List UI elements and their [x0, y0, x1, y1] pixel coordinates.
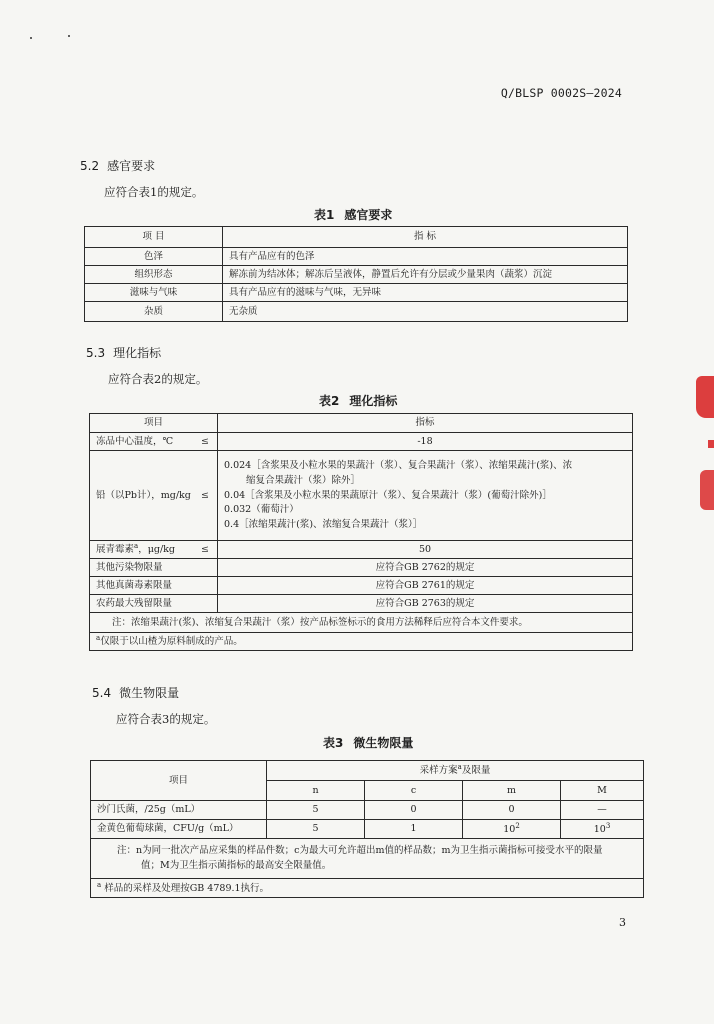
seal-fragment [708, 440, 714, 448]
cell-value [218, 451, 633, 541]
table2-physicochemical [89, 413, 633, 651]
section-number: 5.4 [92, 686, 112, 700]
table-row [85, 266, 628, 284]
m-base: 10 [503, 824, 516, 836]
table-row [91, 801, 644, 820]
table1-caption [314, 206, 392, 223]
cell-M: — [561, 801, 644, 820]
cell-item: 组织形态 [85, 266, 223, 284]
header-item: 项目 [91, 761, 267, 801]
le-sign: ≤ [194, 433, 218, 451]
cell-value: 具有产品应有的滋味与气味，无异味 [223, 284, 628, 302]
table-row [90, 541, 633, 559]
cell-item: 滋味与气味 [85, 284, 223, 302]
section-title: 微生物限量 [119, 686, 180, 700]
table-row [90, 451, 633, 541]
header-M: M [561, 781, 644, 801]
section-title: 感官要求 [107, 159, 156, 173]
section-number: 5.3 [86, 346, 106, 360]
cell-item [90, 541, 194, 559]
table1-title: 感官要求 [344, 208, 393, 222]
le-sign: ≤ [194, 541, 218, 559]
note-line: 注：n为同一批次产品应采集的样品件数；c为最大可允许超出m值的样品数；m为卫生指示菌指标可接受水平的限量 [117, 845, 603, 857]
header-n: n [267, 781, 365, 801]
table2-caption [319, 392, 397, 409]
table-note-row [91, 839, 644, 879]
header-indicator: 指 标 [223, 227, 628, 248]
section-number: 5.2 [80, 159, 100, 173]
lead-line: 0.024［含浆果及小粒水果的果蔬汁（浆）、复合果蔬汁（浆）、浓缩果蔬汁(浆)、浓 [224, 459, 573, 471]
cell-item: 沙门氏菌，/25g（mL） [91, 801, 267, 820]
table1-number: 表1 [314, 208, 335, 222]
table2-note: 注：浓缩果蔬汁(浆)、浓缩复合果蔬汁（浆）按产品标签标示的食用方法稀释后应符合本文件要求。 [90, 613, 633, 633]
cell-item: 农药最大残留限量 [90, 595, 218, 613]
page-number: 3 [619, 916, 626, 929]
footnote-mark: a [457, 763, 462, 772]
M-exponent: 3 [605, 821, 611, 830]
footnote-mark: a [134, 542, 139, 551]
cell-c: 1 [365, 820, 463, 839]
scan-dot [68, 35, 70, 37]
table-row [90, 559, 633, 577]
document-number: Q/BLSP 0002S—2024 [500, 86, 622, 100]
section-5-3-heading [86, 344, 161, 361]
patulin-unit: ，μg/kg [138, 544, 175, 556]
plan-label: 采样方案 [419, 765, 458, 777]
cell-item: 杂质 [85, 302, 223, 322]
footnote-text: 仅限于以山楂为原料制成的产品。 [100, 636, 243, 648]
plan-suffix: 及限量 [461, 765, 491, 777]
cell-value: 应符合GB 2762的规定 [218, 559, 633, 577]
lead-line: 0.4［浓缩果蔬汁(浆)、浓缩复合果蔬汁（浆）］ [224, 519, 423, 531]
patulin-label: 展青霉素 [96, 544, 135, 556]
table-footnote-row [91, 879, 644, 898]
cell-item: 色泽 [85, 248, 223, 266]
footnote-text: 样品的采样及处理按GB 4789.1执行。 [104, 883, 270, 895]
cell-item: 铅（以Pb计），mg/kg [90, 451, 194, 541]
table3-number: 表3 [323, 736, 344, 750]
table3-caption [323, 734, 413, 751]
table-row [85, 302, 628, 322]
table2-title: 理化指标 [349, 394, 398, 408]
section-5-3-text: 应符合表2的规定。 [108, 372, 208, 386]
table-row [90, 595, 633, 613]
seal-fragment [700, 470, 714, 510]
cell-M [561, 820, 644, 839]
footnote-mark: a [96, 634, 101, 643]
table-row [91, 820, 644, 839]
cell-value: 具有产品应有的色泽 [223, 248, 628, 266]
cell-value: 应符合GB 2763的规定 [218, 595, 633, 613]
M-base: 10 [593, 824, 606, 836]
cell-value: 应符合GB 2761的规定 [218, 577, 633, 595]
note-line: 值；M为卫生指示菌指标的最高安全限量值。 [141, 860, 332, 871]
table-row [85, 284, 628, 302]
lead-line: 缩复合果蔬汁（浆）除外］ [246, 474, 361, 486]
table2-number: 表2 [319, 394, 340, 408]
cell-n: 5 [267, 801, 365, 820]
lead-line: 0.032（葡萄汁） [224, 504, 299, 516]
table3-note [91, 839, 644, 879]
table3-title: 微生物限量 [353, 736, 414, 750]
table-header-row [85, 227, 628, 248]
cell-item: 其他真菌毒素限量 [90, 577, 218, 595]
header-sampling-plan [267, 761, 644, 781]
header-item: 项目 [90, 414, 218, 433]
table1-sensory [84, 226, 628, 322]
table3-footnote [91, 879, 644, 898]
table-row [90, 433, 633, 451]
header-c: c [365, 781, 463, 801]
header-indicator: 指标 [218, 414, 633, 433]
table-footnote-row [90, 633, 633, 651]
table2-footnote [90, 633, 633, 651]
cell-item: 金黄色葡萄球菌，CFU/g（mL） [91, 820, 267, 839]
lead-line: 0.04［含浆果及小粒水果的果蔬原汁（浆）、复合果蔬汁（浆）(葡萄汁除外)］ [224, 489, 552, 501]
cell-item: 冻品中心温度，℃ [90, 433, 194, 451]
section-5-4-text: 应符合表3的规定。 [116, 712, 216, 726]
section-5-4-heading [92, 684, 179, 701]
cell-item: 其他污染物限量 [90, 559, 218, 577]
section-title: 理化指标 [113, 346, 162, 360]
cell-value: -18 [218, 433, 633, 451]
le-sign: ≤ [194, 451, 218, 541]
scan-dot [30, 37, 32, 39]
footnote-mark: a [97, 880, 102, 889]
header-m: m [463, 781, 561, 801]
table3-microbial [90, 760, 644, 898]
table-note-row [90, 613, 633, 633]
header-item: 项 目 [85, 227, 223, 248]
section-5-2-text: 应符合表1的规定。 [104, 185, 204, 199]
table-row [85, 248, 628, 266]
cell-value: 50 [218, 541, 633, 559]
table-row [90, 577, 633, 595]
cell-value: 无杂质 [223, 302, 628, 322]
table-header-row [91, 761, 644, 781]
cell-m [463, 820, 561, 839]
cell-m: 0 [463, 801, 561, 820]
cell-n: 5 [267, 820, 365, 839]
m-exponent: 2 [515, 821, 520, 830]
seal-fragment [696, 376, 714, 418]
section-5-2-heading [80, 157, 155, 174]
cell-value: 解冻前为结冰体；解冻后呈液体，静置后允许有分层或少量果肉（蔬浆）沉淀 [223, 266, 628, 284]
table-header-row [90, 414, 633, 433]
cell-c: 0 [365, 801, 463, 820]
